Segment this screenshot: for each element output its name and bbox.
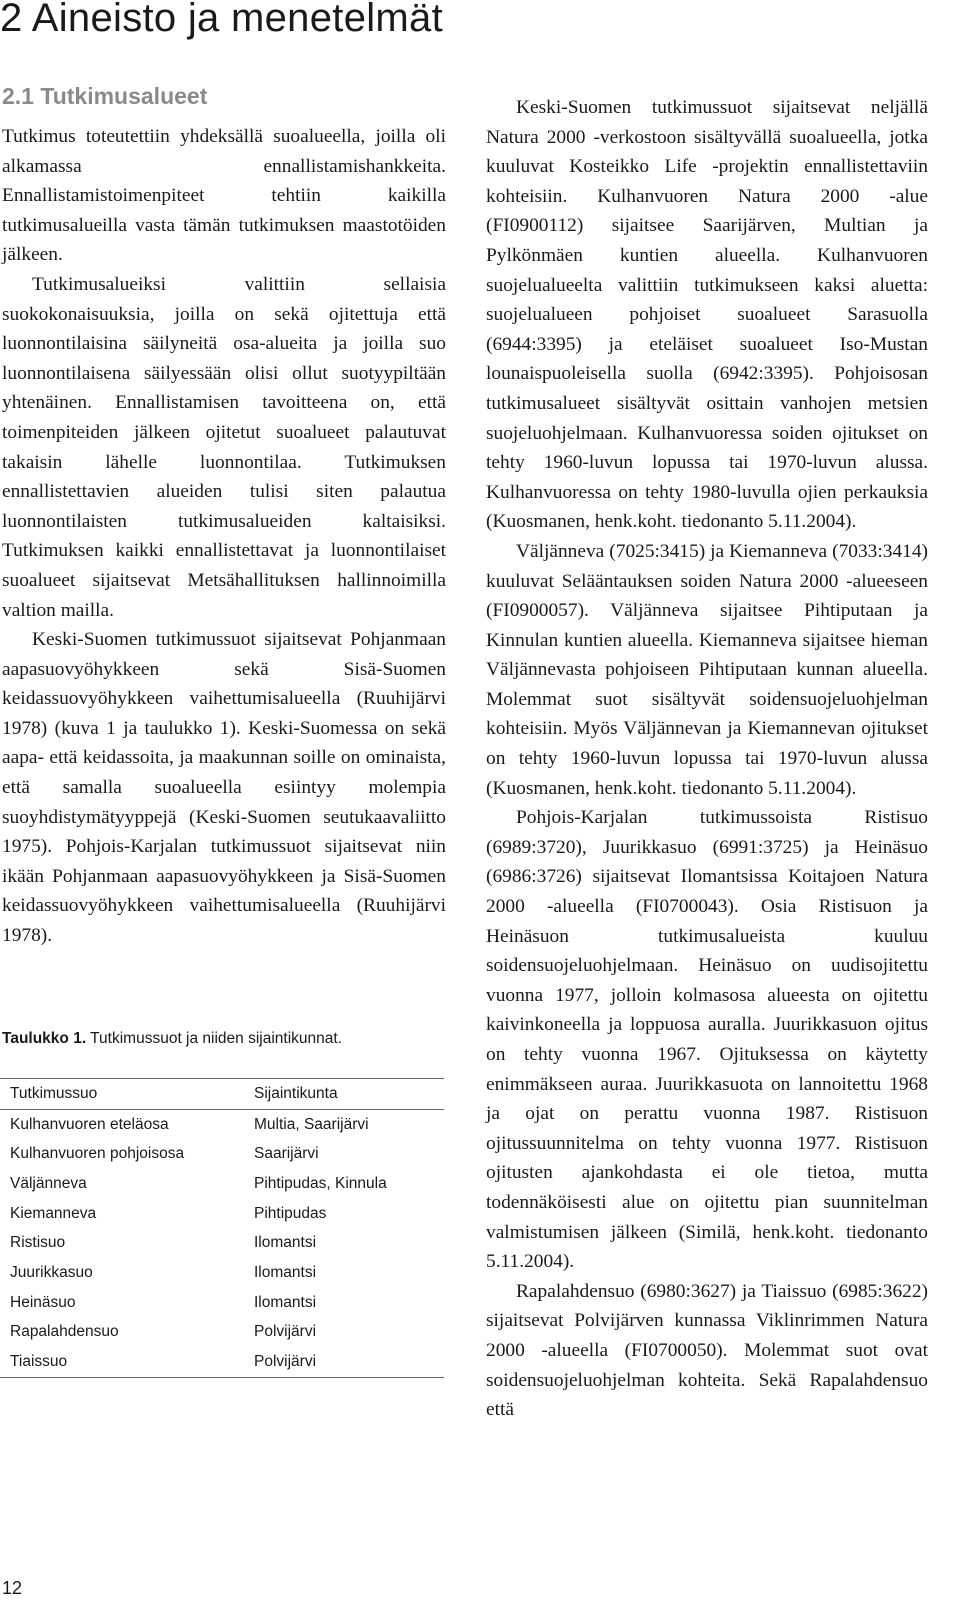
page-number: 12 (2, 1578, 23, 1598)
table-cell: Juurikkasuo (10, 1263, 93, 1281)
table-cell: Pihtipudas (254, 1204, 327, 1222)
table-cell: Ilomantsi (254, 1263, 317, 1281)
table-cell: Kulhanvuoren pohjoisosa (10, 1145, 185, 1163)
table-cell: Kiemanneva (10, 1204, 97, 1222)
table-cell: Ristisuo (10, 1234, 66, 1252)
left-column (2, 122, 446, 951)
paragraph: Keski-Suomen tutkimussuot sijaitsevat neljällä Natura 2000 -verkostoon sisältyvällä suoalueella, jotka kuuluvat Kosteikko Life -projektin ennallistettaviin kohteisiin. Kulhanvuoren Natura 2000 -alue (FI0900112) sijaitsee Saarijärven, Multian ja Pylkönmäen kuntien alueella. Kulhanvuoren suojelualueelta valittiin tutkimukseen kaksi aluetta: suojelualueen pohjoiset suoalueet Sarasuolla (6944:3395) ja eteläiset suoalueet Iso-Mustan lounaispuoleisella suolla (6942:3395). Pohjoisosan tutkimusalueet sisältyvät osittain vanhojen metsien suojeluohjelmaan. Kulhanvuoressa soiden ojitukset on tehty 1960-luvun lopussa tai 1970-luvun alussa. Kulhanvuoressa on tehty 1980-luvulla ojien perkauksia (Kuosmanen, henk.koht. tiedonanto 5.11.2004). (486, 97, 928, 533)
table-row (0, 1169, 444, 1199)
table-cell: Multia, Saarijärvi (254, 1115, 369, 1133)
table-cell: Kulhanvuoren eteläosa (10, 1115, 169, 1133)
table-header-cell: Tutkimussuo (0, 1079, 244, 1110)
table-row (0, 1258, 444, 1288)
table-caption-label: Taulukko 1. (2, 1030, 87, 1047)
paragraph: Tutkimusalueiksi valittiin sellaisia suokokonaisuuksia, joilla on sekä ojitettuja että luonnontilaisina säilyneitä osa-alueita ja joilla suo luonnontilaisena säilyessään olisi ollut suotyypiltään yhtenäinen. Ennallistamisen tavoitteena on, että toimenpiteiden jälkeen ojitetut suoalueet palautuvat takaisin lähelle luonnontilaa. Tutkimuksen ennallistettavien alueiden tulisi siten palautua luonnontilaisten tutkimusalueiden kaltaisiksi. Tutkimuksen kaikki ennallistettavat ja luonnontilaiset suoalueet sijaitsevat Metsähallituksen hallinnoimilla valtion mailla. (2, 273, 446, 621)
table-cell: Ilomantsi (254, 1293, 317, 1311)
section-title: 2.1 Tutkimusalueet (2, 83, 208, 109)
table-cell: Tiaissuo (10, 1353, 68, 1371)
table-row (0, 1288, 444, 1318)
table-caption (2, 1030, 342, 1048)
paragraph: Pohjois-Karjalan tutkimussoista Ristisuo (6989:3720), Juurikkasuo (6991:3725) ja Heinäsuo (6986:3726) sijaitsevat Ilomantsissa Koitajoen Natura 2000 -alueella (FI0700043). Osia Ristisuon ja Heinäsuon tutkimusalueista kuuluu soidensuojeluohjelmaan. Heinäsuo on uudisojitettu vuonna 1977, jolloin kolmasosa alueesta on ojitettu kaivinkoneella ja loppuosa auralla. Juurikkasuon ojitus on tehty vuonna 1967. Ojituksessa on käytetty enimmäkseen auraa. Juurikkasuota on lannoitettu 1968 ja ojat on perattu vuonna 1987. Ristisuon ojitussuunnitelma on tehty vuonna 1977. Ristisuon ojitusten ajankohdasta ei ole tietoa, mutta todennäköisesti alue on ojitettu pian suunnitelman valmistumisen jälkeen (Similä, henk.koht. tiedonanto 5.11.2004). (486, 807, 928, 1273)
table-row (0, 1347, 444, 1377)
paragraph: Väljänneva (7025:3415) ja Kiemanneva (7033:3414) kuuluvat Selääntauksen soiden Natura 2000 -alueeseen (FI0900057). Väljänneva sijaitsee Pihtiputaan ja Kinnulan kuntien alueella. Kiemanneva sijaitsee hieman Väljännevasta pohjoiseen Pihtiputaan kunnan alueella. Molemmat suot sisältyvät soidensuojeluohjelman kohteisiin. Myös Väljännevan ja Kiemannevan ojitukset on tehty 1960-luvun lopussa tai 1970-luvun alussa (Kuosmanen, henk.koht. tiedonanto 5.11.2004). (486, 540, 928, 799)
table-caption-text: Tutkimussuot ja niiden sijaintikunnat. (90, 1030, 343, 1047)
chapter-title: 2 Aineisto ja menetelmät (0, 0, 444, 40)
table-row (0, 1139, 444, 1169)
right-column (486, 93, 928, 1425)
table-cell: Polvijärvi (254, 1353, 317, 1371)
paragraph: Tutkimus toteutettiin yhdeksällä suoalueella, joilla oli alkamassa ennallistamishankkeita. Ennallistamistoimenpiteet tehtiin kaikilla tutkimusalueilla vasta tämän tutkimuksen maastotöiden jälkeen. (2, 126, 446, 266)
table-row (0, 1228, 444, 1258)
paragraph: Rapalahdensuo (6980:3627) ja Tiaissuo (6985:3622) sijaitsevat Polvijärven kunnassa Viklinrimmen Natura 2000 -alueella (FI0700050). Molemmat suot ovat soidensuojeluohjelman kohteita. Sekä Rapalahdensuo että (486, 1280, 928, 1421)
table-row (0, 1109, 444, 1139)
table-cell: Saarijärvi (254, 1145, 319, 1163)
table-cell: Pihtipudas, Kinnula (254, 1174, 387, 1192)
study-sites-table (0, 1078, 444, 1378)
table-cell: Polvijärvi (254, 1323, 317, 1341)
paragraph: Keski-Suomen tutkimussuot sijaitsevat Pohjanmaan aapasuovyöhykkeen sekä Sisä-Suomen keidassuovyöhykkeen vaihettumisalueella (Ruuhijärvi 1978) (kuva 1 ja taulukko 1). Keski-Suomessa on sekä aapa- että keidassoita, ja maakunnan soille on ominaista, että samalla suoalueella esiintyy molempia suoyhdistymätyyppejä (Keski-Suomen seutukaavaliitto 1975). Pohjois-Karjalan tutkimussuot sijaitsevat niin ikään Pohjanmaan aapasuovyöhykkeen ja Sisä-Suomen keidassuovyöhykkeen vaihettumisalueella (Ruuhijärvi 1978). (2, 629, 446, 947)
table-row (0, 1199, 444, 1229)
table-cell: Rapalahdensuo (10, 1323, 119, 1341)
table-cell: Ilomantsi (254, 1234, 317, 1252)
table-header-cell: Sijaintikunta (244, 1079, 444, 1110)
table-cell: Heinäsuo (10, 1293, 76, 1311)
table-header-row (0, 1079, 444, 1110)
table-row (0, 1318, 444, 1348)
table-cell: Väljänneva (10, 1174, 87, 1192)
